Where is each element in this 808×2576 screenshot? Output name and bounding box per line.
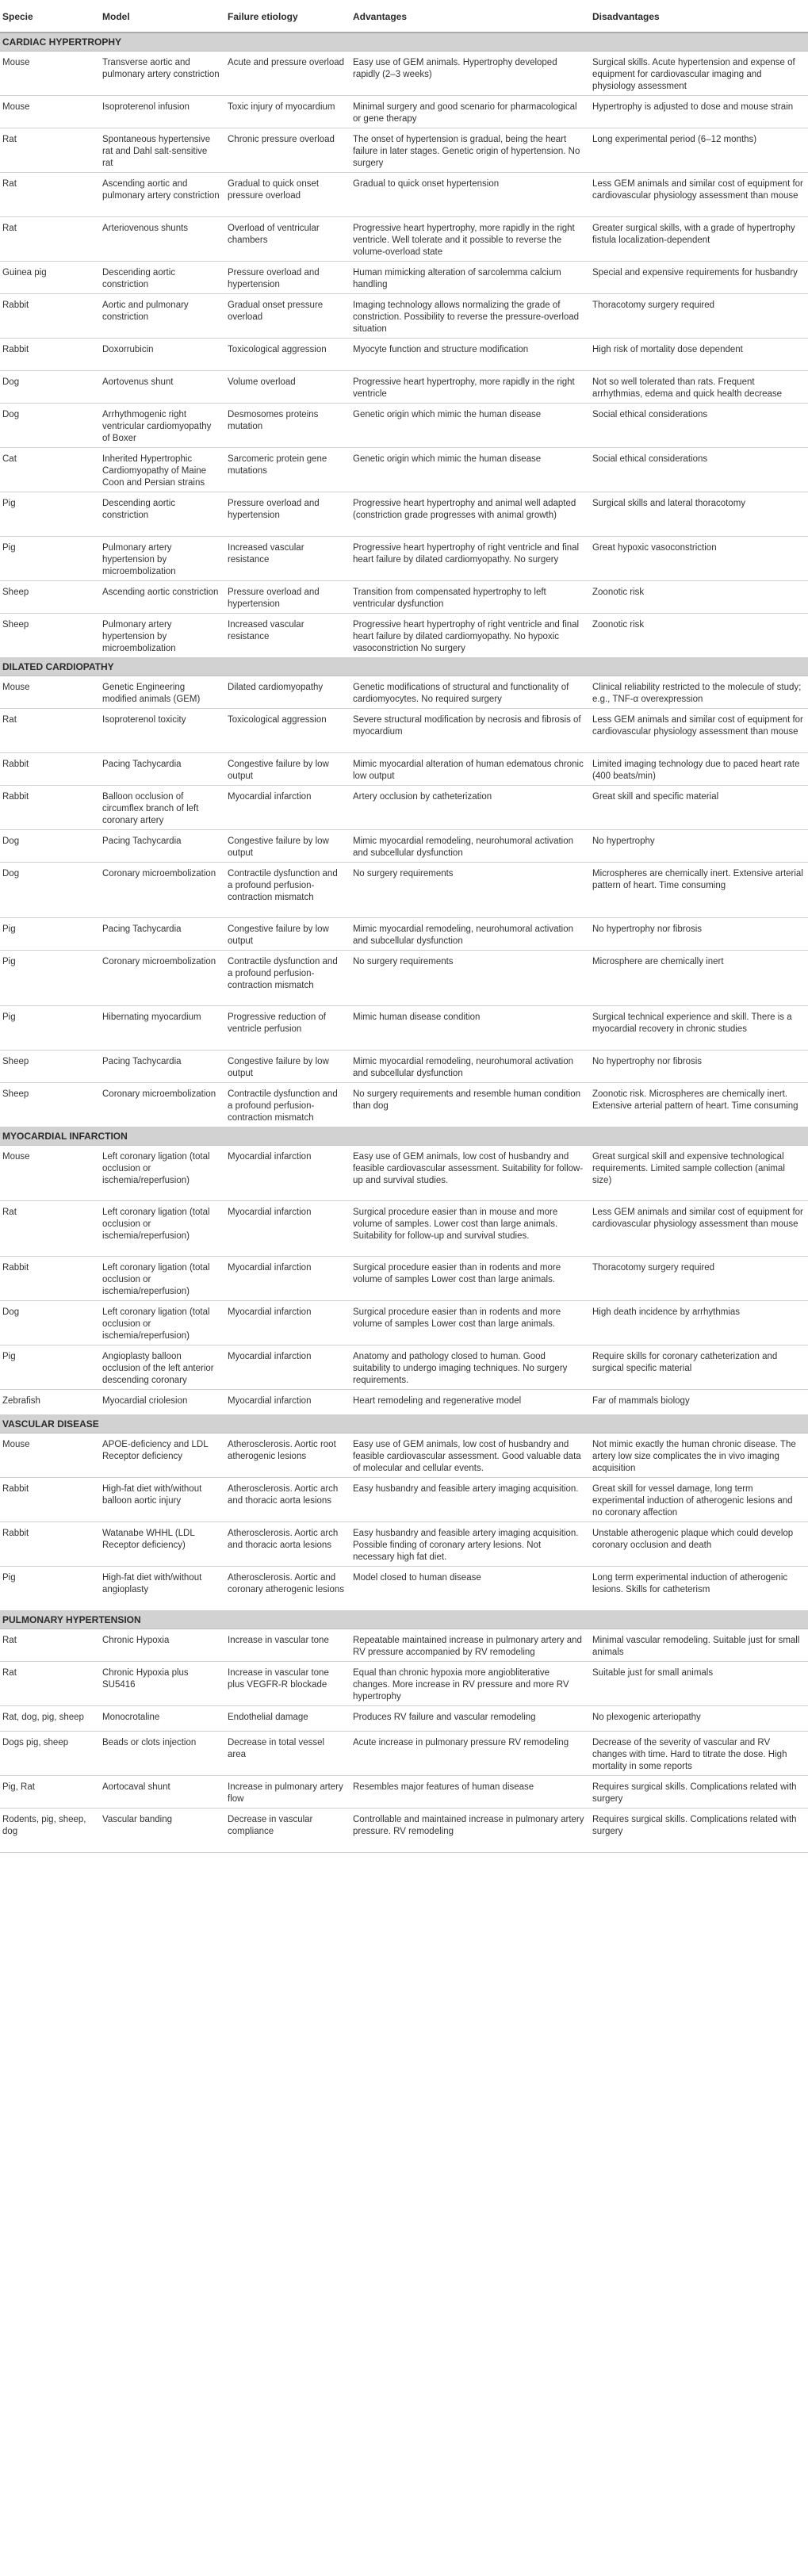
cell-advantages: Repeatable maintained increase in pulmonary artery and RV pressure accompanied by RV remodeling <box>349 1629 588 1662</box>
cell-advantages: Progressive heart hypertrophy, more rapidly in the right ventricle. Well tolerate and it possible to reverse the volume-overload state <box>349 217 588 262</box>
cell-advantages: Progressive heart hypertrophy of right ventricle and final heart failure by dilated cardiomyopathy. No surgery <box>349 537 588 581</box>
cell-specie: Mouse <box>0 1146 98 1201</box>
cell-advantages: Mimic myocardial remodeling, neurohumoral activation and subcellular dysfunction <box>349 918 588 951</box>
cell-advantages: Mimic myocardial remodeling, neurohumoral activation and subcellular dysfunction <box>349 830 588 863</box>
cell-specie: Rat <box>0 217 98 262</box>
cell-specie: Rat <box>0 1201 98 1257</box>
table-body <box>0 33 808 1853</box>
cell-failure-etiology: Progressive reduction of ventricle perfusion <box>224 1006 349 1051</box>
section-title: CARDIAC HYPERTROPHY <box>0 33 808 52</box>
cell-disadvantages: Surgical technical experience and skill. There is a myocardial recovery in chronic studies <box>588 1006 808 1051</box>
cell-specie: Mouse <box>0 96 98 128</box>
table-row <box>0 1390 808 1415</box>
table-row <box>0 173 808 217</box>
cell-failure-etiology: Atherosclerosis. Aortic arch and thoracic aorta lesions <box>224 1522 349 1567</box>
cell-advantages: Equal than chronic hypoxia more angiobliterative changes. More increase in RV pressure and more RV hypertrophy <box>349 1662 588 1706</box>
cell-model: Pacing Tachycardia <box>98 1051 224 1083</box>
table-row <box>0 1662 808 1706</box>
cell-failure-etiology: Gradual to quick onset pressure overload <box>224 173 349 217</box>
table-row <box>0 581 808 614</box>
cell-model: Coronary microembolization <box>98 1083 224 1127</box>
section-title: VASCULAR DISEASE <box>0 1415 808 1433</box>
cell-disadvantages: Requires surgical skills. Complications related with surgery <box>588 1809 808 1853</box>
table-row <box>0 492 808 537</box>
cell-model: Isoproterenol toxicity <box>98 709 224 753</box>
header-failure-etiology: Failure etiology <box>224 2 349 33</box>
cell-specie: Rodents, pig, sheep, dog <box>0 1809 98 1853</box>
cell-model: APOE-deficiency and LDL Receptor deficiency <box>98 1433 224 1478</box>
section-row <box>0 1127 808 1146</box>
cell-model: Pacing Tachycardia <box>98 918 224 951</box>
cell-failure-etiology: Congestive failure by low output <box>224 753 349 786</box>
cell-model: Left coronary ligation (total occlusion or ischemia/reperfusion) <box>98 1146 224 1201</box>
cell-disadvantages: Hypertrophy is adjusted to dose and mouse strain <box>588 96 808 128</box>
table-row <box>0 1083 808 1127</box>
table-row <box>0 786 808 830</box>
cell-specie: Pig, Rat <box>0 1776 98 1809</box>
cell-failure-etiology: Myocardial infarction <box>224 1345 349 1390</box>
cell-disadvantages: Great hypoxic vasoconstriction <box>588 537 808 581</box>
cell-advantages: Progressive heart hypertrophy and animal well adapted (constriction grade progresses with animal growth) <box>349 492 588 537</box>
cell-failure-etiology: Myocardial infarction <box>224 786 349 830</box>
cell-failure-etiology: Sarcomeric protein gene mutations <box>224 448 349 492</box>
cell-disadvantages: Long experimental period (6–12 months) <box>588 128 808 173</box>
cell-advantages: Minimal surgery and good scenario for pharmacological or gene therapy <box>349 96 588 128</box>
table-row <box>0 404 808 448</box>
cell-disadvantages: Requires surgical skills. Complications related with surgery <box>588 1776 808 1809</box>
table-row <box>0 1146 808 1201</box>
cell-specie: Rabbit <box>0 753 98 786</box>
table-row <box>0 52 808 96</box>
cell-failure-etiology: Toxicological aggression <box>224 339 349 371</box>
section-row <box>0 33 808 52</box>
cell-failure-etiology: Myocardial infarction <box>224 1146 349 1201</box>
cell-specie: Sheep <box>0 581 98 614</box>
table-row <box>0 339 808 371</box>
cell-specie: Zebrafish <box>0 1390 98 1415</box>
cell-failure-etiology: Decrease in total vessel area <box>224 1732 349 1776</box>
header-disadvantages: Disadvantages <box>588 2 808 33</box>
cell-model: High-fat diet with/without angioplasty <box>98 1567 224 1611</box>
cell-model: Left coronary ligation (total occlusion or ischemia/reperfusion) <box>98 1257 224 1301</box>
cell-advantages: Easy use of GEM animals. Hypertrophy developed rapidly (2–3 weeks) <box>349 52 588 96</box>
table-row <box>0 1522 808 1567</box>
cell-failure-etiology: Congestive failure by low output <box>224 918 349 951</box>
table-row <box>0 262 808 294</box>
cell-specie: Dogs pig, sheep <box>0 1732 98 1776</box>
cell-advantages: Acute increase in pulmonary pressure RV remodeling <box>349 1732 588 1776</box>
cell-disadvantages: Not so well tolerated than rats. Frequent arrhythmias, edema and quick health decrease <box>588 371 808 404</box>
cell-failure-etiology: Contractile dysfunction and a profound perfusion-contraction mismatch <box>224 863 349 918</box>
table-header <box>0 2 808 33</box>
cell-disadvantages: Great skill for vessel damage, long term experimental induction of atherogenic lesions and no coronary affection <box>588 1478 808 1522</box>
cell-specie: Guinea pig <box>0 262 98 294</box>
cell-disadvantages: Minimal vascular remodeling. Suitable just for small animals <box>588 1629 808 1662</box>
table-row <box>0 1301 808 1345</box>
cell-advantages: Mimic myocardial remodeling, neurohumoral activation and subcellular dysfunction <box>349 1051 588 1083</box>
table-row <box>0 1567 808 1611</box>
cell-advantages: Easy husbandry and feasible artery imaging acquisition. <box>349 1478 588 1522</box>
cell-failure-etiology: Increase in vascular tone <box>224 1629 349 1662</box>
cell-disadvantages: Suitable just for small animals <box>588 1662 808 1706</box>
cell-specie: Pig <box>0 1345 98 1390</box>
cell-specie: Pig <box>0 951 98 1006</box>
cell-disadvantages: Social ethical considerations <box>588 404 808 448</box>
cell-advantages: Gradual to quick onset hypertension <box>349 173 588 217</box>
table-row <box>0 830 808 863</box>
cell-advantages: Progressive heart hypertrophy of right ventricle and final heart failure by dilated cardiomyopathy. No hypoxic vasoconstriction No surgery <box>349 614 588 658</box>
cell-specie: Rabbit <box>0 294 98 339</box>
cell-model: Watanabe WHHL (LDL Receptor deficiency) <box>98 1522 224 1567</box>
table-row <box>0 709 808 753</box>
cell-specie: Mouse <box>0 52 98 96</box>
table-row <box>0 1706 808 1732</box>
cell-specie: Mouse <box>0 1433 98 1478</box>
cell-failure-etiology: Chronic pressure overload <box>224 128 349 173</box>
cell-model: Doxorrubicin <box>98 339 224 371</box>
cell-failure-etiology: Atherosclerosis. Aortic root atherogenic lesions <box>224 1433 349 1478</box>
cell-specie: Rat <box>0 1662 98 1706</box>
table-row <box>0 1478 808 1522</box>
cell-disadvantages: High death incidence by arrhythmias <box>588 1301 808 1345</box>
cell-specie: Rabbit <box>0 339 98 371</box>
cell-model: Chronic Hypoxia <box>98 1629 224 1662</box>
cell-specie: Pig <box>0 1567 98 1611</box>
cell-model: High-fat diet with/without balloon aortic injury <box>98 1478 224 1522</box>
cell-disadvantages: Zoonotic risk <box>588 614 808 658</box>
cell-specie: Sheep <box>0 1051 98 1083</box>
cell-disadvantages: No plexogenic arteriopathy <box>588 1706 808 1732</box>
cell-disadvantages: Less GEM animals and similar cost of equipment for cardiovascular physiology assessment than mouse <box>588 709 808 753</box>
cell-specie: Dog <box>0 863 98 918</box>
cell-advantages: No surgery requirements <box>349 863 588 918</box>
cell-failure-etiology: Increase in pulmonary artery flow <box>224 1776 349 1809</box>
cell-advantages: Anatomy and pathology closed to human. Good suitability to undergo imaging techniques. No surgery requirements. <box>349 1345 588 1390</box>
cell-specie: Pig <box>0 1006 98 1051</box>
cell-model: Angioplasty balloon occlusion of the left anterior descending coronary <box>98 1345 224 1390</box>
table-row <box>0 1433 808 1478</box>
cell-disadvantages: Clinical reliability restricted to the molecule of study; e.g., TNF-α overexpression <box>588 676 808 709</box>
cell-advantages: Produces RV failure and vascular remodeling <box>349 1706 588 1732</box>
cell-model: Vascular banding <box>98 1809 224 1853</box>
cell-model: Coronary microembolization <box>98 863 224 918</box>
cell-disadvantages: Thoracotomy surgery required <box>588 294 808 339</box>
cell-failure-etiology: Dilated cardiomyopathy <box>224 676 349 709</box>
cell-advantages: Artery occlusion by catheterization <box>349 786 588 830</box>
cell-model: Hibernating myocardium <box>98 1006 224 1051</box>
cell-disadvantages: Zoonotic risk <box>588 581 808 614</box>
cell-failure-etiology: Decrease in vascular compliance <box>224 1809 349 1853</box>
table-row <box>0 676 808 709</box>
cell-model: Left coronary ligation (total occlusion or ischemia/reperfusion) <box>98 1201 224 1257</box>
cell-specie: Cat <box>0 448 98 492</box>
section-title: DILATED CARDIOPATHY <box>0 658 808 676</box>
cell-disadvantages: Surgical skills and lateral thoracotomy <box>588 492 808 537</box>
cell-model: Genetic Engineering modified animals (GEM) <box>98 676 224 709</box>
cell-advantages: Controllable and maintained increase in pulmonary artery pressure. RV remodeling <box>349 1809 588 1853</box>
cell-model: Arteriovenous shunts <box>98 217 224 262</box>
cell-disadvantages: No hypertrophy nor fibrosis <box>588 918 808 951</box>
cell-model: Pulmonary artery hypertension by microembolization <box>98 614 224 658</box>
cell-advantages: Model closed to human disease <box>349 1567 588 1611</box>
cell-failure-etiology: Acute and pressure overload <box>224 52 349 96</box>
cell-model: Aortocaval shunt <box>98 1776 224 1809</box>
cell-failure-etiology: Endothelial damage <box>224 1706 349 1732</box>
table-row <box>0 1732 808 1776</box>
cell-disadvantages: High risk of mortality dose dependent <box>588 339 808 371</box>
cell-advantages: Mimic myocardial alteration of human edematous chronic low output <box>349 753 588 786</box>
cell-specie: Rat, dog, pig, sheep <box>0 1706 98 1732</box>
cell-failure-etiology: Myocardial infarction <box>224 1201 349 1257</box>
cell-failure-etiology: Myocardial infarction <box>224 1390 349 1415</box>
table-row <box>0 1006 808 1051</box>
cell-failure-etiology: Increased vascular resistance <box>224 537 349 581</box>
cell-advantages: Easy use of GEM animals, low cost of husbandry and feasible cardiovascular assessment. Suitability for follow-up and survival studies. <box>349 1146 588 1201</box>
cell-model: Descending aortic constriction <box>98 492 224 537</box>
cell-model: Pacing Tachycardia <box>98 830 224 863</box>
cell-advantages: Human mimicking alteration of sarcolemma calcium handling <box>349 262 588 294</box>
cell-disadvantages: Require skills for coronary catheterization and surgical specific material <box>588 1345 808 1390</box>
cell-failure-etiology: Contractile dysfunction and a profound perfusion-contraction mismatch <box>224 1083 349 1127</box>
cell-model: Left coronary ligation (total occlusion or ischemia/reperfusion) <box>98 1301 224 1345</box>
cell-model: Spontaneous hypertensive rat and Dahl salt-sensitive rat <box>98 128 224 173</box>
cell-advantages: Myocyte function and structure modification <box>349 339 588 371</box>
cell-model: Ascending aortic constriction <box>98 581 224 614</box>
header-specie: Specie <box>0 2 98 33</box>
cell-model: Ascending aortic and pulmonary artery constriction <box>98 173 224 217</box>
cell-model: Coronary microembolization <box>98 951 224 1006</box>
table-row <box>0 863 808 918</box>
section-row <box>0 1611 808 1629</box>
cell-specie: Rat <box>0 709 98 753</box>
cell-advantages: Easy use of GEM animals, low cost of husbandry and feasible cardiovascular assessment. Good valuable data of molecular and cellular events. <box>349 1433 588 1478</box>
cell-disadvantages: Social ethical considerations <box>588 448 808 492</box>
cell-specie: Rabbit <box>0 786 98 830</box>
cell-advantages: Easy husbandry and feasible artery imaging acquisition. Possible finding of coronary artery lesions. Not necessary high fat diet. <box>349 1522 588 1567</box>
cell-disadvantages: Thoracotomy surgery required <box>588 1257 808 1301</box>
cell-failure-etiology: Toxic injury of myocardium <box>224 96 349 128</box>
cell-failure-etiology: Desmosomes proteins mutation <box>224 404 349 448</box>
cell-advantages: Surgical procedure easier than in mouse and more volume of samples. Lower cost than large animals. Suitability for follow-up and survival studies. <box>349 1201 588 1257</box>
cell-advantages: Genetic origin which mimic the human disease <box>349 448 588 492</box>
cell-specie: Rat <box>0 1629 98 1662</box>
cell-failure-etiology: Pressure overload and hypertension <box>224 262 349 294</box>
cell-failure-etiology: Congestive failure by low output <box>224 1051 349 1083</box>
cell-specie: Rabbit <box>0 1478 98 1522</box>
section-row <box>0 658 808 676</box>
table-row <box>0 1776 808 1809</box>
table-row <box>0 537 808 581</box>
cell-failure-etiology: Toxicological aggression <box>224 709 349 753</box>
cell-model: Transverse aortic and pulmonary artery constriction <box>98 52 224 96</box>
cell-model: Aortic and pulmonary constriction <box>98 294 224 339</box>
table-row <box>0 614 808 658</box>
table-row <box>0 1345 808 1390</box>
cell-specie: Dog <box>0 371 98 404</box>
cell-advantages: Genetic origin which mimic the human disease <box>349 404 588 448</box>
cell-disadvantages: Microspheres are chemically inert. Extensive arterial pattern of heart. Time consuming <box>588 863 808 918</box>
cell-model: Descending aortic constriction <box>98 262 224 294</box>
table-row <box>0 294 808 339</box>
cell-specie: Dog <box>0 404 98 448</box>
cell-failure-etiology: Myocardial infarction <box>224 1257 349 1301</box>
cell-failure-etiology: Gradual onset pressure overload <box>224 294 349 339</box>
table-row <box>0 217 808 262</box>
cell-disadvantages: Far of mammals biology <box>588 1390 808 1415</box>
cell-specie: Pig <box>0 537 98 581</box>
cell-disadvantages: Less GEM animals and similar cost of equipment for cardiovascular physiology assessment than mouse <box>588 173 808 217</box>
cell-specie: Rat <box>0 173 98 217</box>
table-row <box>0 1051 808 1083</box>
header-model: Model <box>98 2 224 33</box>
cell-advantages: Genetic modifications of structural and functionality of cardiomyocytes. No required surgery <box>349 676 588 709</box>
cell-failure-etiology: Atherosclerosis. Aortic arch and thoracic aorta lesions <box>224 1478 349 1522</box>
cell-specie: Dog <box>0 830 98 863</box>
cell-advantages: Mimic human disease condition <box>349 1006 588 1051</box>
cell-model: Inherited Hypertrophic Cardiomyopathy of Maine Coon and Persian strains <box>98 448 224 492</box>
cell-specie: Pig <box>0 492 98 537</box>
section-row <box>0 1415 808 1433</box>
cell-model: Isoproterenol infusion <box>98 96 224 128</box>
cell-model: Myocardial criolesion <box>98 1390 224 1415</box>
cell-model: Pacing Tachycardia <box>98 753 224 786</box>
cell-failure-etiology: Myocardial infarction <box>224 1301 349 1345</box>
cell-failure-etiology: Overload of ventricular chambers <box>224 217 349 262</box>
table-row <box>0 448 808 492</box>
header-row <box>0 2 808 33</box>
cell-disadvantages: Unstable atherogenic plaque which could develop coronary occlusion and death <box>588 1522 808 1567</box>
table-row <box>0 128 808 173</box>
cell-disadvantages: Zoonotic risk. Microspheres are chemically inert. Extensive arterial pattern of heart. Time consuming <box>588 1083 808 1127</box>
cell-disadvantages: Microsphere are chemically inert <box>588 951 808 1006</box>
cell-advantages: No surgery requirements <box>349 951 588 1006</box>
cell-specie: Sheep <box>0 1083 98 1127</box>
cell-disadvantages: Decrease of the severity of vascular and RV changes with time. Hard to titrate the dose. High mortality in some reports <box>588 1732 808 1776</box>
cell-disadvantages: No hypertrophy <box>588 830 808 863</box>
cell-advantages: Imaging technology allows normalizing the grade of constriction. Possibility to reverse the pressure-overload situation <box>349 294 588 339</box>
cell-advantages: Transition from compensated hypertrophy to left ventricular dysfunction <box>349 581 588 614</box>
cell-model: Pulmonary artery hypertension by microembolization <box>98 537 224 581</box>
cell-failure-etiology: Pressure overload and hypertension <box>224 492 349 537</box>
cell-advantages: Progressive heart hypertrophy, more rapidly in the right ventricle <box>349 371 588 404</box>
cell-disadvantages: Not mimic exactly the human chronic disease. The artery low size complicates the in vivo imaging acquisition <box>588 1433 808 1478</box>
cell-disadvantages: Great skill and specific material <box>588 786 808 830</box>
cell-failure-etiology: Congestive failure by low output <box>224 830 349 863</box>
cell-advantages: The onset of hypertension is gradual, being the heart failure in later stages. Genetic origin of hypertension. No surgery <box>349 128 588 173</box>
cell-specie: Sheep <box>0 614 98 658</box>
cell-advantages: Severe structural modification by necrosis and fibrosis of myocardium <box>349 709 588 753</box>
cell-model: Arrhythmogenic right ventricular cardiomyopathy of Boxer <box>98 404 224 448</box>
table-row <box>0 951 808 1006</box>
table-row <box>0 1809 808 1853</box>
header-advantages: Advantages <box>349 2 588 33</box>
cell-advantages: Surgical procedure easier than in rodents and more volume of samples Lower cost than large animals. <box>349 1257 588 1301</box>
cell-specie: Dog <box>0 1301 98 1345</box>
table-row <box>0 918 808 951</box>
cell-disadvantages: No hypertrophy nor fibrosis <box>588 1051 808 1083</box>
cell-specie: Rabbit <box>0 1257 98 1301</box>
cell-specie: Rat <box>0 128 98 173</box>
table-row <box>0 1257 808 1301</box>
cell-specie: Mouse <box>0 676 98 709</box>
cell-disadvantages: Limited imaging technology due to paced heart rate (400 beats/min) <box>588 753 808 786</box>
cell-advantages: Surgical procedure easier than in rodents and more volume of samples Lower cost than large animals. <box>349 1301 588 1345</box>
cell-failure-etiology: Atherosclerosis. Aortic and coronary atherogenic lesions <box>224 1567 349 1611</box>
cell-model: Monocrotaline <box>98 1706 224 1732</box>
cell-specie: Pig <box>0 918 98 951</box>
table-row <box>0 96 808 128</box>
cell-failure-etiology: Volume overload <box>224 371 349 404</box>
cell-failure-etiology: Increase in vascular tone plus VEGFR-R blockade <box>224 1662 349 1706</box>
cell-disadvantages: Long term experimental induction of atherogenic lesions. Skills for catheterism <box>588 1567 808 1611</box>
table-row <box>0 1629 808 1662</box>
cell-specie: Rabbit <box>0 1522 98 1567</box>
cell-advantages: Heart remodeling and regenerative model <box>349 1390 588 1415</box>
cell-advantages: No surgery requirements and resemble human condition than dog <box>349 1083 588 1127</box>
cell-model: Balloon occlusion of circumflex branch of left coronary artery <box>98 786 224 830</box>
cell-disadvantages: Surgical skills. Acute hypertension and expense of equipment for cardiovascular imaging and physiology assessment <box>588 52 808 96</box>
table-row <box>0 371 808 404</box>
cell-failure-etiology: Increased vascular resistance <box>224 614 349 658</box>
table-row <box>0 753 808 786</box>
cell-model: Beads or clots injection <box>98 1732 224 1776</box>
cell-disadvantages: Special and expensive requirements for husbandry <box>588 262 808 294</box>
cell-model: Chronic Hypoxia plus SU5416 <box>98 1662 224 1706</box>
table-row <box>0 1201 808 1257</box>
cell-advantages: Resembles major features of human disease <box>349 1776 588 1809</box>
cell-disadvantages: Greater surgical skills, with a grade of hypertrophy fistula localization-dependent <box>588 217 808 262</box>
section-title: PULMONARY HYPERTENSION <box>0 1611 808 1629</box>
cell-disadvantages: Great surgical skill and expensive technological requirements. Limited sample collection (animal size) <box>588 1146 808 1201</box>
cell-failure-etiology: Contractile dysfunction and a profound perfusion-contraction mismatch <box>224 951 349 1006</box>
section-title: MYOCARDIAL INFARCTION <box>0 1127 808 1146</box>
animal-models-table <box>0 2 808 1853</box>
cell-disadvantages: Less GEM animals and similar cost of equipment for cardiovascular physiology assessment than mouse <box>588 1201 808 1257</box>
cell-model: Aortovenus shunt <box>98 371 224 404</box>
cell-failure-etiology: Pressure overload and hypertension <box>224 581 349 614</box>
